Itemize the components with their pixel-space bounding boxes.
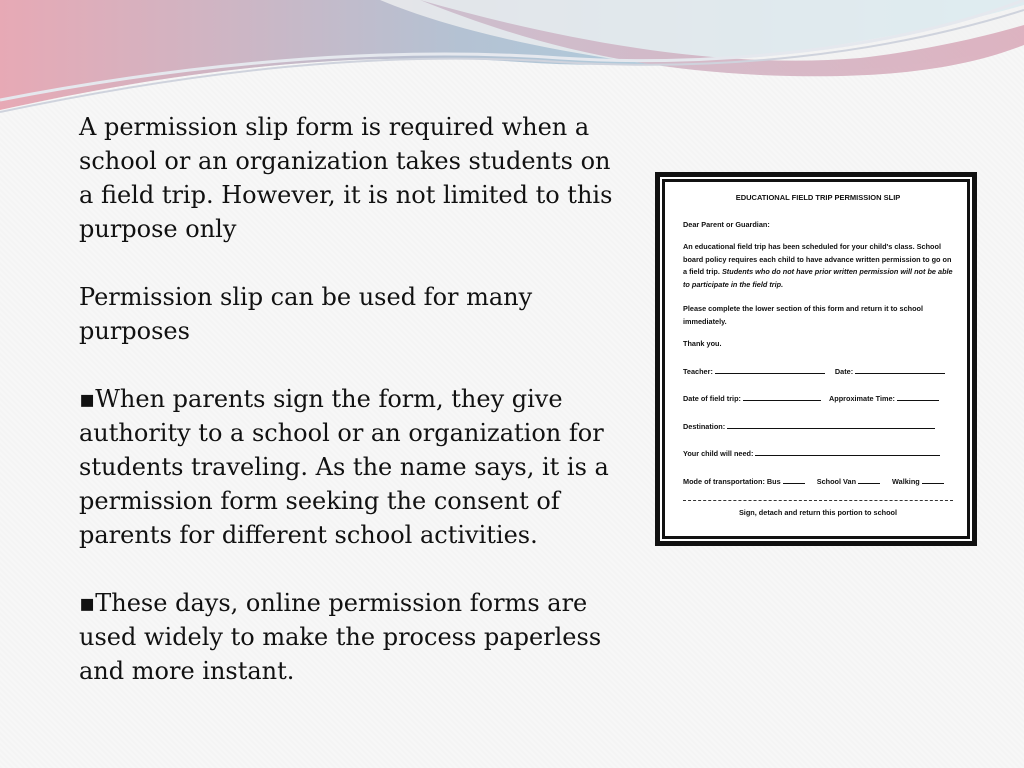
form-child-need-row [683,447,953,461]
bus-line [783,475,805,484]
form-thanks: Thank you. [683,339,722,348]
bullet-online-forms [79,586,619,688]
form-intro-italic: Students who do not have prior written permission will not be able to participate in the field trip. [683,267,953,289]
teacher-label: Teacher: [683,366,713,376]
bullet-marker: ▪ [79,589,96,617]
bullet-text: These days, online permission forms are used widely to make the process paperless and more instant. [79,589,602,685]
form-title: EDUCATIONAL FIELD TRIP PERMISSION SLIP [735,193,901,202]
detach-dashed-line [683,500,953,501]
destination-label: Destination: [683,421,726,431]
form-teacher-row [683,365,953,379]
header-wave-decoration [0,0,1024,120]
approx-time-label: Approximate Time: [828,394,895,403]
form-trip-date-row [683,392,953,406]
bullet-marker: ▪ [79,385,96,413]
form-greeting: Dear Parent or Guardian: [683,219,770,229]
bullet-text: When parents sign the form, they give authority to a school or an organization for students traveling. As the name says, it is a permission form seeking the consent of parents for different school activities. [79,385,609,549]
school-van-line [858,475,880,484]
date-label: Date: [834,366,854,376]
form-intro [683,241,953,291]
date-line [855,365,945,374]
slide-body-text [79,110,619,688]
permission-slip-form [665,182,967,536]
form-transport-row [683,475,953,489]
child-need-line [755,447,940,456]
permission-slip-image-frame [655,172,977,546]
bullet-parents-authority [79,382,619,552]
form-destination-row [683,420,953,434]
teacher-line [715,365,825,374]
approx-time-line [897,392,939,401]
form-intro-text: An educational field trip has been scheduled for your child's class. School board policy requires each child to have advance written permission to go on a field trip. [683,242,952,276]
school-van-label: School Van [816,476,857,486]
walking-label: Walking [892,476,920,486]
paragraph-field-trip: A permission slip form is required when a school or an organization takes students on a field trip. However, it is not limited to this purpose only [79,113,613,243]
form-footer: Sign, detach and return this portion to school [738,508,898,517]
form-instruction: Please complete the lower section of this form and return it to school immediately. [683,304,924,326]
transport-label: Mode of transportation: Bus [683,476,781,486]
trip-date-line [743,392,821,401]
child-need-label: Your child will need: [683,449,754,458]
walking-line [922,475,944,484]
trip-date-label: Date of field trip: [683,394,741,403]
destination-line [727,420,935,429]
paragraph-many-purposes: Permission slip can be used for many purposes [79,283,533,345]
